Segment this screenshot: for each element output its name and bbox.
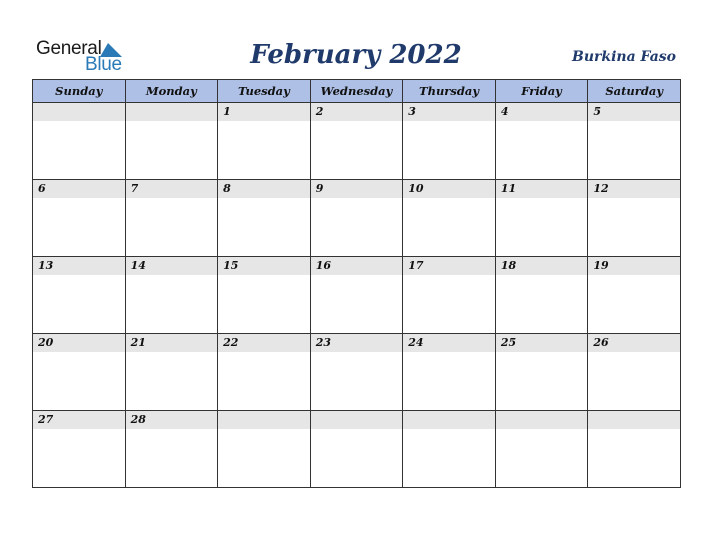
day-number: 22: [218, 334, 310, 352]
logo-text-blue: Blue: [85, 54, 122, 75]
day-number: 3: [403, 103, 495, 121]
day-cell: [218, 257, 311, 334]
day-number: [126, 103, 218, 121]
day-number: 9: [311, 180, 403, 198]
day-number: [588, 411, 680, 429]
country-name: Burkina Faso: [572, 49, 676, 65]
weekday-header-row: [33, 80, 681, 103]
day-cell: [495, 103, 588, 180]
day-cell: [588, 411, 681, 488]
day-number: 11: [496, 180, 588, 198]
day-cell: [495, 257, 588, 334]
day-number: 1: [218, 103, 310, 121]
day-number: 16: [311, 257, 403, 275]
day-number: 23: [311, 334, 403, 352]
weekday-header: Tuesday: [218, 80, 311, 103]
day-number: 14: [126, 257, 218, 275]
day-cell: [310, 257, 403, 334]
day-number: [403, 411, 495, 429]
day-cell: [218, 411, 311, 488]
day-cell: [33, 180, 126, 257]
day-cell: [310, 411, 403, 488]
day-cell: [310, 103, 403, 180]
week-row: [33, 334, 681, 411]
weekday-header: Friday: [495, 80, 588, 103]
day-cell: [588, 257, 681, 334]
day-cell: [403, 257, 496, 334]
day-cell: [33, 334, 126, 411]
day-cell: [588, 334, 681, 411]
day-number: 28: [126, 411, 218, 429]
weekday-header: Thursday: [403, 80, 496, 103]
day-cell: [310, 334, 403, 411]
day-number: 27: [33, 411, 125, 429]
day-cell: [310, 180, 403, 257]
day-cell: [218, 103, 311, 180]
day-cell: [33, 257, 126, 334]
day-cell: [125, 411, 218, 488]
day-number: 5: [588, 103, 680, 121]
day-cell: [403, 103, 496, 180]
weekday-header: Saturday: [588, 80, 681, 103]
week-row: [33, 180, 681, 257]
day-number: 13: [33, 257, 125, 275]
day-number: 8: [218, 180, 310, 198]
day-cell: [33, 411, 126, 488]
day-number: 2: [311, 103, 403, 121]
day-cell: [495, 411, 588, 488]
day-number: 15: [218, 257, 310, 275]
day-cell: [588, 103, 681, 180]
day-number: [218, 411, 310, 429]
day-cell: [125, 180, 218, 257]
day-number: 25: [496, 334, 588, 352]
week-row: [33, 411, 681, 488]
day-cell: [588, 180, 681, 257]
day-number: 20: [33, 334, 125, 352]
day-number: 10: [403, 180, 495, 198]
calendar-title: February 2022: [250, 40, 462, 70]
day-cell: [125, 103, 218, 180]
week-row: [33, 103, 681, 180]
day-cell: [403, 180, 496, 257]
day-number: 4: [496, 103, 588, 121]
day-number: [33, 103, 125, 121]
day-number: 17: [403, 257, 495, 275]
day-cell: [403, 334, 496, 411]
day-number: 26: [588, 334, 680, 352]
weekday-header: Monday: [125, 80, 218, 103]
day-number: 7: [126, 180, 218, 198]
week-row: [33, 257, 681, 334]
calendar-grid: [32, 79, 681, 488]
day-number: 6: [33, 180, 125, 198]
weekday-header: Sunday: [33, 80, 126, 103]
weekday-header: Wednesday: [310, 80, 403, 103]
logo-text-general: General: [36, 38, 102, 59]
day-cell: [125, 334, 218, 411]
day-cell: [33, 103, 126, 180]
day-cell: [218, 180, 311, 257]
day-cell: [218, 334, 311, 411]
day-cell: [495, 334, 588, 411]
day-number: 12: [588, 180, 680, 198]
day-number: [311, 411, 403, 429]
day-cell: [125, 257, 218, 334]
day-number: 24: [403, 334, 495, 352]
day-number: 21: [126, 334, 218, 352]
day-cell: [495, 180, 588, 257]
day-number: 18: [496, 257, 588, 275]
day-cell: [403, 411, 496, 488]
day-number: [496, 411, 588, 429]
day-number: 19: [588, 257, 680, 275]
